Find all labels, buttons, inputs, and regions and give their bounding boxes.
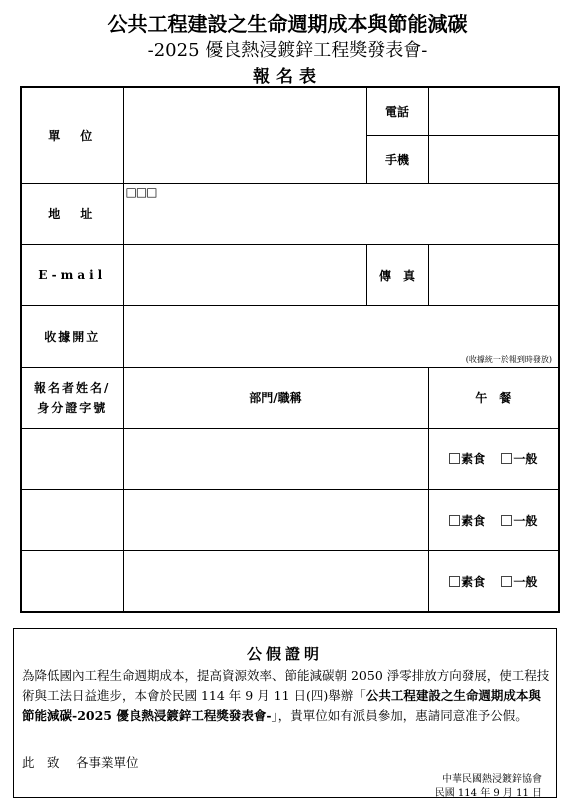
meal-veg-option[interactable]: 素食	[449, 514, 485, 528]
attendee-row	[21, 428, 559, 489]
checkbox-icon[interactable]	[501, 576, 512, 587]
address-field[interactable]	[123, 183, 559, 244]
certificate-signature	[435, 773, 542, 801]
name-label-line1: 報名者姓名/	[34, 380, 111, 395]
lunch-label: 午 餐	[428, 367, 559, 428]
certificate-title: 公假證明	[246, 645, 323, 663]
meal-veg-option[interactable]: 素食	[449, 575, 485, 589]
event-subtitle: -2025 優良熱浸鍍鋅工程獎發表會-	[147, 40, 428, 61]
zip-code-boxes[interactable]: □□□	[125, 184, 157, 199]
attendee-name-field[interactable]	[21, 551, 123, 612]
attendee-dept-field[interactable]	[123, 428, 428, 489]
unit-label: 單 位	[21, 87, 123, 183]
phone-field[interactable]	[428, 87, 559, 135]
registration-table	[20, 86, 560, 613]
attendee-row	[21, 551, 559, 612]
meal-choice	[428, 489, 559, 550]
attendee-row	[21, 489, 559, 550]
name-label-line2: 身分證字號	[37, 400, 108, 415]
checkbox-icon[interactable]	[501, 515, 512, 526]
mobile-field[interactable]	[428, 135, 559, 183]
meal-normal-option[interactable]: 一般	[501, 514, 537, 528]
form-title: 公共工程建設之生命週期成本與節能減碳	[107, 12, 468, 36]
leave-certificate	[13, 628, 557, 798]
attendee-dept-field[interactable]	[123, 551, 428, 612]
mobile-label: 手機	[366, 135, 428, 183]
fax-label: 傳 真	[366, 245, 428, 306]
phone-label: 電話	[366, 87, 428, 135]
meal-choice	[428, 428, 559, 489]
certificate-date: 民國 114 年 9 月 11 日	[434, 788, 542, 799]
attendee-dept-field[interactable]	[123, 489, 428, 550]
checkbox-icon[interactable]	[449, 515, 460, 526]
certificate-closing: 此 致 各事業單位	[22, 755, 139, 770]
receipt-label: 收據開立	[21, 306, 123, 367]
meal-normal-option[interactable]: 一般	[501, 575, 537, 589]
meal-veg-option[interactable]: 素食	[449, 452, 485, 466]
checkbox-icon[interactable]	[501, 453, 512, 464]
receipt-note: (收據統一於報到時發放)	[465, 354, 552, 364]
fax-field[interactable]	[428, 245, 559, 306]
meal-normal-option[interactable]: 一般	[501, 452, 537, 466]
meal-choice	[428, 551, 559, 612]
email-field[interactable]	[123, 245, 366, 306]
attendee-name-field[interactable]	[21, 489, 123, 550]
organization-name: 中華民國熱浸鍍鋅協會	[442, 774, 542, 785]
dept-title-label: 部門/職稱	[123, 367, 428, 428]
checkbox-icon[interactable]	[449, 576, 460, 587]
form-heading: 報名表	[253, 67, 322, 87]
email-label: E-mail	[21, 245, 123, 306]
unit-field[interactable]	[123, 87, 366, 183]
name-id-label	[21, 367, 123, 428]
checkbox-icon[interactable]	[449, 453, 460, 464]
certificate-body: 為降低國內工程生命週期成本，提高資源效率、節能減碳朝 2050 淨零排放方向發展，使工程技術與工法日益進步，本會於民國 114 年 9 月 11 日(四)舉辦「公共工程建設之生命週期成本與節能減碳-2025 優良熱浸鍍鋅工程獎發表會-」，貴單位如有派員參加，惠請同意准予公假。	[22, 668, 550, 723]
receipt-field[interactable]	[123, 306, 559, 367]
attendee-name-field[interactable]	[21, 428, 123, 489]
address-label: 地 址	[21, 183, 123, 244]
